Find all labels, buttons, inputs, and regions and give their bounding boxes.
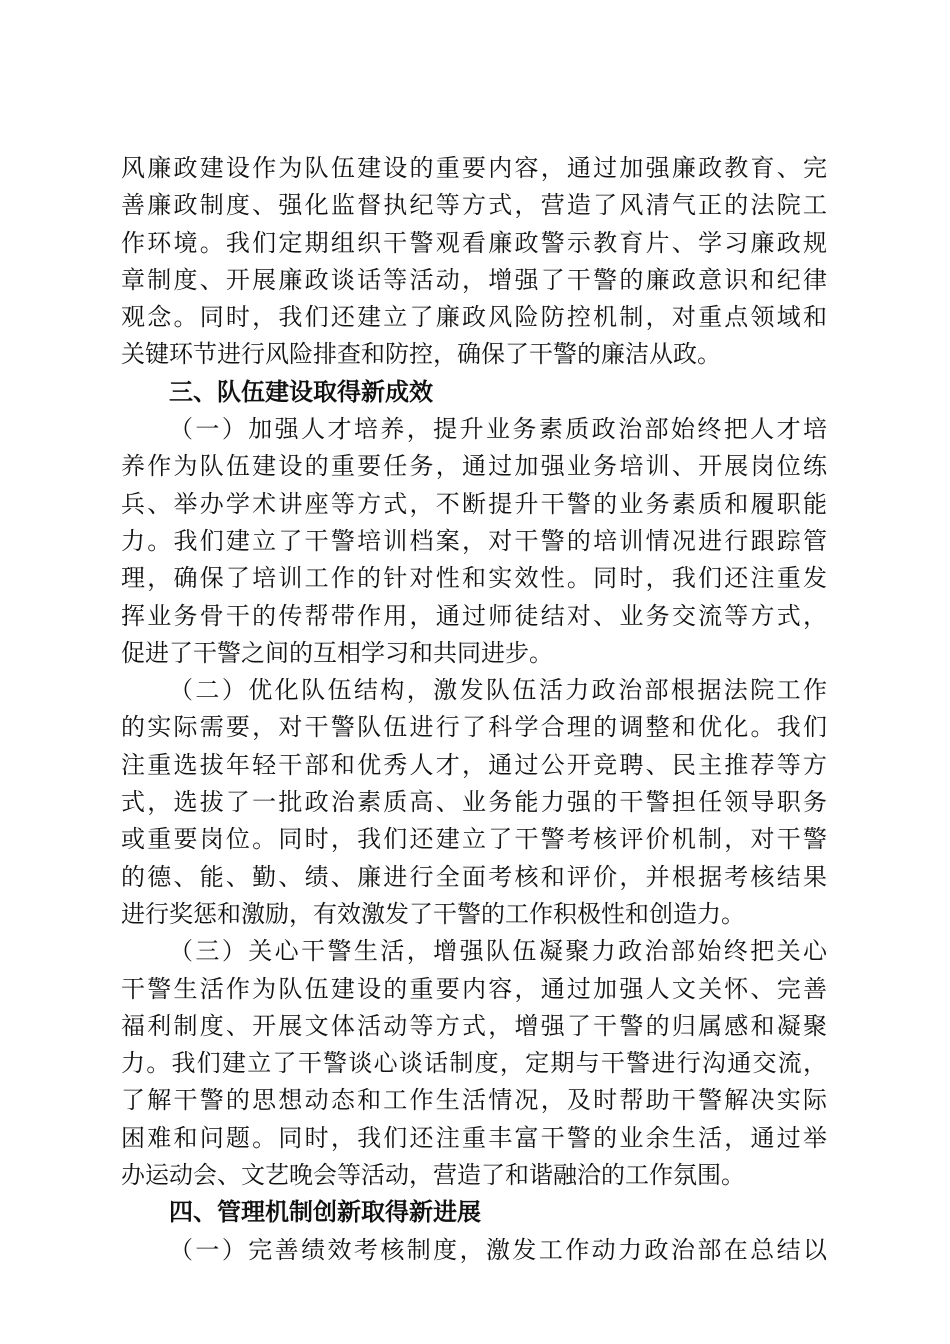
paragraph-line: （二）优化队伍结构，激发队伍活力政治部根据法院工作 xyxy=(169,676,827,705)
section-heading: 三、队伍建设取得新成效 xyxy=(169,377,433,406)
paragraph-line: （一）加强人才培养，提升业务素质政治部始终把人才培 xyxy=(169,415,827,444)
paragraph-line: 理，确保了培训工作的针对性和实效性。同时，我们还注重发 xyxy=(121,564,827,593)
paragraph-line: 善廉政制度、强化监督执纪等方式，营造了风清气正的法院工 xyxy=(121,191,827,220)
paragraph-line: 的德、能、勤、绩、廉进行全面考核和评价，并根据考核结果 xyxy=(121,862,827,891)
paragraph-line: 章制度、开展廉政谈话等活动，增强了干警的廉政意识和纪律 xyxy=(121,265,827,294)
paragraph-line: 挥业务骨干的传帮带作用，通过师徒结对、业务交流等方式， xyxy=(121,601,827,630)
paragraph-line: 困难和问题。同时，我们还注重丰富干警的业余生活，通过举 xyxy=(121,1123,827,1152)
paragraph-line: 风廉政建设作为队伍建设的重要内容，通过加强廉政教育、完 xyxy=(121,154,827,182)
paragraph-line: 福利制度、开展文体活动等方式，增强了干警的归属感和凝聚 xyxy=(121,1011,827,1040)
paragraph-line: 办运动会、文艺晚会等活动，营造了和谐融洽的工作氛围。 xyxy=(121,1161,745,1190)
section-heading: 四、管理机制创新取得新进展 xyxy=(169,1198,481,1227)
paragraph-line: 关键环节进行风险排查和防控，确保了干警的廉洁从政。 xyxy=(121,340,721,369)
paragraph-line: 注重选拔年轻干部和优秀人才，通过公开竞聘、民主推荐等方 xyxy=(121,750,827,779)
paragraph-line: 或重要岗位。同时，我们还建立了干警考核评价机制，对干警 xyxy=(121,825,827,854)
paragraph-line: 的实际需要，对干警队伍进行了科学合理的调整和优化。我们 xyxy=(121,713,827,742)
paragraph-line: 力。我们建立了干警谈心谈话制度，定期与干警进行沟通交流， xyxy=(121,1049,827,1078)
document-body xyxy=(121,150,827,1269)
paragraph-line: 了解干警的思想动态和工作生活情况，及时帮助干警解决实际 xyxy=(121,1086,827,1115)
paragraph-line: （一）完善绩效考核制度，激发工作动力政治部在总结以 xyxy=(169,1235,827,1264)
paragraph-line: 作环境。我们定期组织干警观看廉政警示教育片、学习廉政规 xyxy=(121,228,827,257)
paragraph-line: 干警生活作为队伍建设的重要内容，通过加强人文关怀、完善 xyxy=(121,974,827,1003)
paragraph-line: 力。我们建立了干警培训档案，对干警的培训情况进行跟踪管 xyxy=(121,526,827,555)
paragraph-line: 养作为队伍建设的重要任务，通过加强业务培训、开展岗位练 xyxy=(121,452,827,481)
paragraph-line: 兵、举办学术讲座等方式，不断提升干警的业务素质和履职能 xyxy=(121,489,827,518)
paragraph-line: 式，选拔了一批政治素质高、业务能力强的干警担任领导职务 xyxy=(121,788,827,817)
paragraph-line: 进行奖惩和激励，有效激发了干警的工作积极性和创造力。 xyxy=(121,899,745,928)
paragraph-line: 观念。同时，我们还建立了廉政风险防控机制，对重点领域和 xyxy=(121,303,827,332)
paragraph-line: 促进了干警之间的互相学习和共同进步。 xyxy=(121,638,553,667)
paragraph-line: （三）关心干警生活，增强队伍凝聚力政治部始终把关心 xyxy=(169,937,827,966)
